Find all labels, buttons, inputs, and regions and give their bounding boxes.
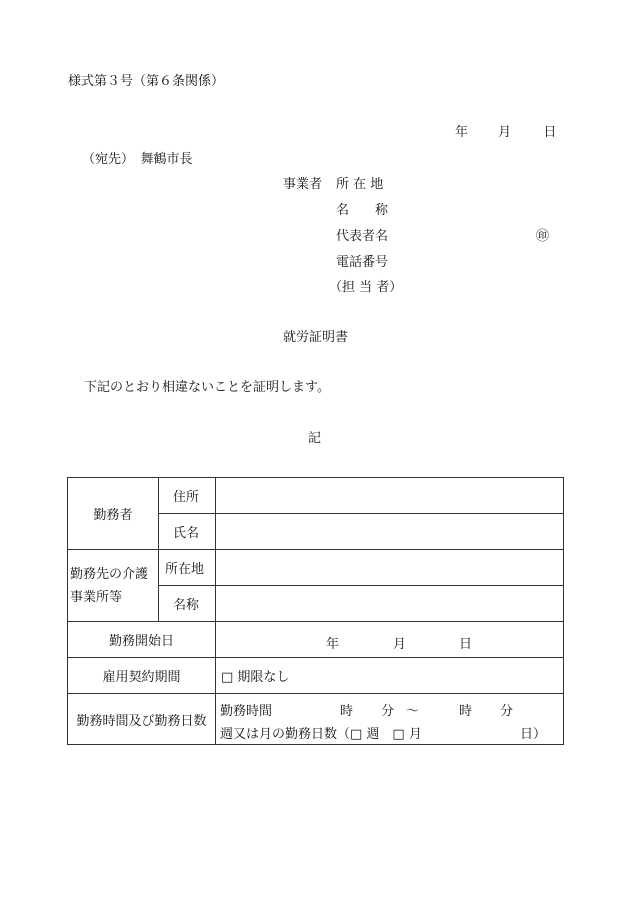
work-hours-label: 勤務時間 [220,704,273,719]
hour-start-label: 時 [340,704,354,719]
addressee: （宛先） 舞鶴市長 [82,152,193,167]
table-row [68,622,564,658]
work-days-line: 週又は月の勤務日数（□ 週 □ 月 [220,727,422,742]
start-year-label: 年 [326,637,340,652]
start-month-label: 月 [393,637,407,652]
minute-end-label: 分 [500,704,514,719]
start-day-label: 日 [459,637,473,652]
table-row [68,658,564,694]
hour-end-label: 時 [459,704,473,719]
sender-contact-label: （担 当 者） [329,280,403,295]
certificate-table [67,477,564,745]
work-days-end: 日） [520,727,547,742]
table-row [68,478,564,514]
workplace-label-line2: 事業所等 [70,589,123,605]
date-line [455,126,556,139]
ki-heading: 記 [308,431,322,446]
contract-period-value[interactable]: □ 期限なし [216,658,564,694]
workplace-label-line1: 勤務先の介護 [70,566,149,582]
sender-phone-label: 電話番号 [336,255,389,270]
worker-address-field[interactable] [216,478,564,514]
date-day: 日 [543,125,557,140]
workplace-location-field[interactable] [216,550,564,586]
minute-start-label: 分 [381,704,395,719]
start-date-label: 勤務開始日 [68,622,216,658]
tilde-label: ～ [406,704,420,719]
table-row [68,550,564,586]
document-title: 就労証明書 [283,330,349,345]
address-label: 住所 [159,478,216,514]
contract-period-label: 雇用契約期間 [68,658,216,694]
form-number: 様式第３号（第６条関係） [68,74,225,89]
worker-name-field[interactable] [216,514,564,550]
facility-name-field[interactable] [216,586,564,622]
date-year: 年 [455,125,469,140]
certification-statement: 下記のとおり相違ないことを証明します。 [84,380,330,395]
hours-days-label: 勤務時間及び勤務日数 [68,694,216,745]
workplace-label [68,550,159,622]
facility-name-label: 名称 [159,586,216,622]
date-month: 月 [498,125,512,140]
sender-label: 事業者 [283,177,323,192]
sender-name-label: 名 称 [336,203,389,218]
sender-representative-label: 代表者名 [336,229,389,244]
seal-mark: ㊞ [536,229,550,244]
name-label: 氏名 [159,514,216,550]
table-row [68,694,564,745]
sender-address-label: 所 在 地 [336,177,384,192]
hours-days-field[interactable] [216,694,564,745]
worker-label: 勤務者 [68,478,159,550]
start-date-field[interactable] [216,622,564,658]
location-label: 所在地 [159,550,216,586]
